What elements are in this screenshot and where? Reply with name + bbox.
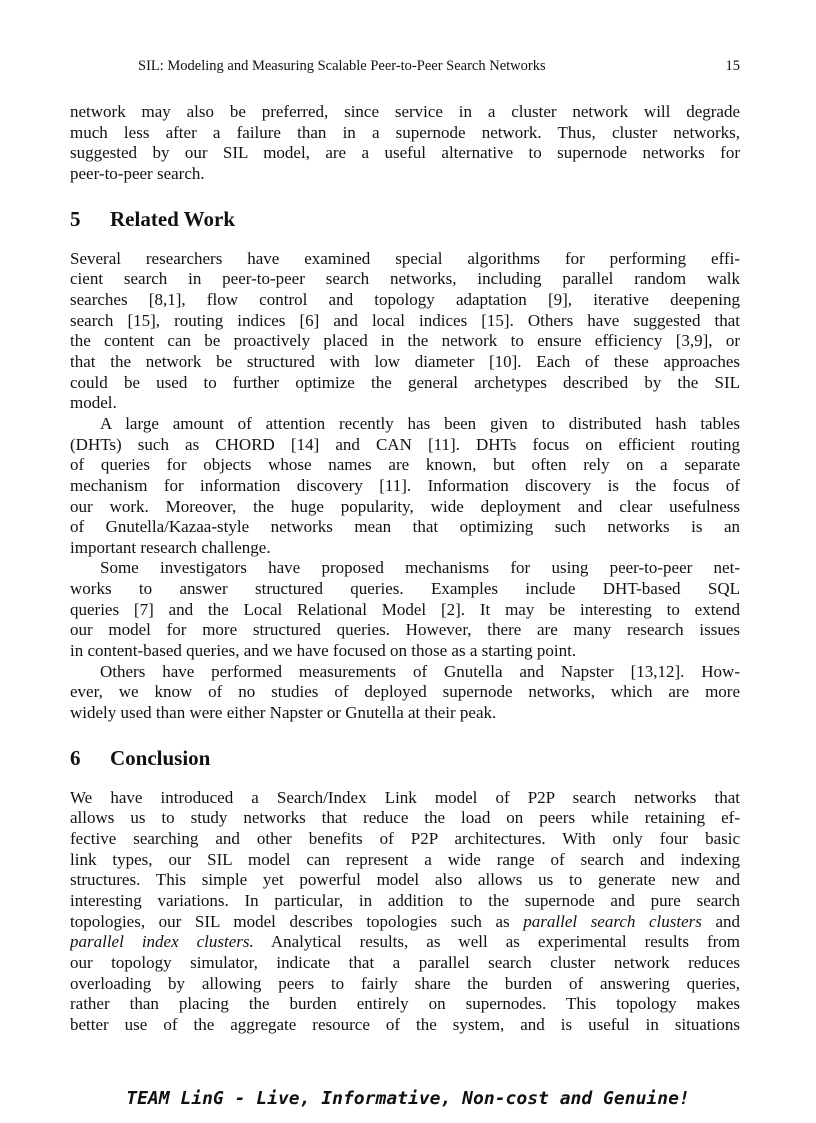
text-line: our topology simulator, indicate that a parallel search cluster network reduces xyxy=(70,952,740,972)
text-line: mechanism for information discovery [11]. Information discovery is the focus of xyxy=(70,475,740,495)
text-segment: Analytical results, as well as experimental results from xyxy=(253,932,740,952)
paragraph xyxy=(70,788,740,1036)
text-line: works to answer structured queries. Examples include DHT-based SQL xyxy=(70,579,740,599)
section-heading xyxy=(70,207,740,231)
text-line: rather than placing the burden entirely on supernodes. This topology makes xyxy=(70,994,740,1014)
footer-watermark: TEAM LinG - Live, Informative, Non-cost and Genuine! xyxy=(126,1088,690,1109)
paragraph xyxy=(70,414,740,559)
text-line: Several researchers have examined special algorithms for performing effi- xyxy=(70,248,740,268)
text-line: overloading by allowing peers to fairly share the burden of answering queries, xyxy=(70,973,740,993)
text-line: our model for more structured queries. However, there are many research issues xyxy=(70,620,740,640)
text-segment: and xyxy=(701,911,740,931)
text-segment: topologies, our SIL model describes topologies such as xyxy=(70,911,524,931)
text-line: Some investigators have proposed mechanisms for using peer-to-peer net- xyxy=(100,558,740,578)
text-line: fective searching and other benefits of P2P architectures. With only four basic xyxy=(70,829,740,849)
page-number: 15 xyxy=(725,58,740,74)
text-line: much less after a failure than in a supernode network. Thus, cluster networks, xyxy=(70,122,740,142)
section-title: Related Work xyxy=(110,206,236,231)
text-line: Others have performed measurements of Gnutella and Napster [13,12]. How- xyxy=(100,661,740,681)
text-line: allows us to study networks that reduce the load on peers while retaining ef- xyxy=(70,808,740,828)
section-number: 5 xyxy=(70,206,81,231)
text-line: network may also be preferred, since service in a cluster network will degrade xyxy=(70,102,740,121)
italic-term: parallel search clusters xyxy=(523,911,702,931)
text-line: interesting variations. In particular, in addition to the supernode and pure search xyxy=(70,891,740,910)
paragraph xyxy=(70,249,740,414)
text-line: We have introduced a Search/Index Link model of P2P search networks that xyxy=(70,787,740,807)
text-line: queries [7] and the Local Relational Model [2]. It may be interesting to extend xyxy=(70,599,740,619)
text-line: searches [8,1], flow control and topology adaptation [9], iterative deepening xyxy=(70,289,740,309)
section-heading xyxy=(70,746,740,770)
body-text xyxy=(70,102,740,1036)
running-title: SIL: Modeling and Measuring Scalable Peer-to-Peer Search Networks xyxy=(138,58,546,74)
text-line: could be used to further optimize the general archetypes described by the SIL xyxy=(70,372,740,392)
text-line: of Gnutella/Kazaa-style networks mean that optimizing such networks is an xyxy=(70,517,740,537)
text-line: model. xyxy=(70,393,117,413)
text-line: ever, we know of no studies of deployed supernode networks, which are more xyxy=(70,682,740,702)
text-line: peer-to-peer search. xyxy=(70,163,205,183)
text-line: link types, our SIL model can represent a wide range of search and indexing xyxy=(70,849,740,869)
text-line: (DHTs) such as CHORD [14] and CAN [11]. DHTs focus on efficient routing xyxy=(70,434,740,454)
text-line: structures. This simple yet powerful model also allows us to generate new and xyxy=(70,870,740,890)
paragraph xyxy=(70,558,740,661)
paragraph xyxy=(70,662,740,724)
paragraph xyxy=(70,102,740,185)
text-line: suggested by our SIL model, are a useful alternative to supernode networks for xyxy=(70,143,740,163)
text-line: cient search in peer-to-peer search networks, including parallel random walk xyxy=(70,269,740,289)
text-line xyxy=(70,912,740,933)
section-title: Conclusion xyxy=(110,745,211,770)
text-line: important research challenge. xyxy=(70,537,271,557)
text-line: widely used than were either Napster or Gnutella at their peak. xyxy=(70,703,497,723)
text-line: that the network be structured with low diameter [10]. Each of these approaches xyxy=(70,351,740,371)
text-line: the content can be proactively placed in the network to ensure efficiency [3,9], or xyxy=(70,331,740,351)
running-header xyxy=(138,58,740,75)
italic-term: parallel index clusters. xyxy=(70,932,254,952)
text-line: in content-based queries, and we have focused on those as a starting point. xyxy=(70,641,577,661)
text-line: of queries for objects whose names are known, but often rely on a separate xyxy=(70,455,740,475)
text-line: better use of the aggregate resource of the system, and is useful in situations xyxy=(70,1014,740,1034)
section-number: 6 xyxy=(70,745,81,770)
text-line: our work. Moreover, the huge popularity, wide deployment and clear usefulness xyxy=(70,496,740,516)
text-line xyxy=(70,932,740,953)
text-line: search [15], routing indices [6] and local indices [15]. Others have suggested that xyxy=(70,310,740,330)
text-line: A large amount of attention recently has been given to distributed hash tables xyxy=(100,413,740,433)
